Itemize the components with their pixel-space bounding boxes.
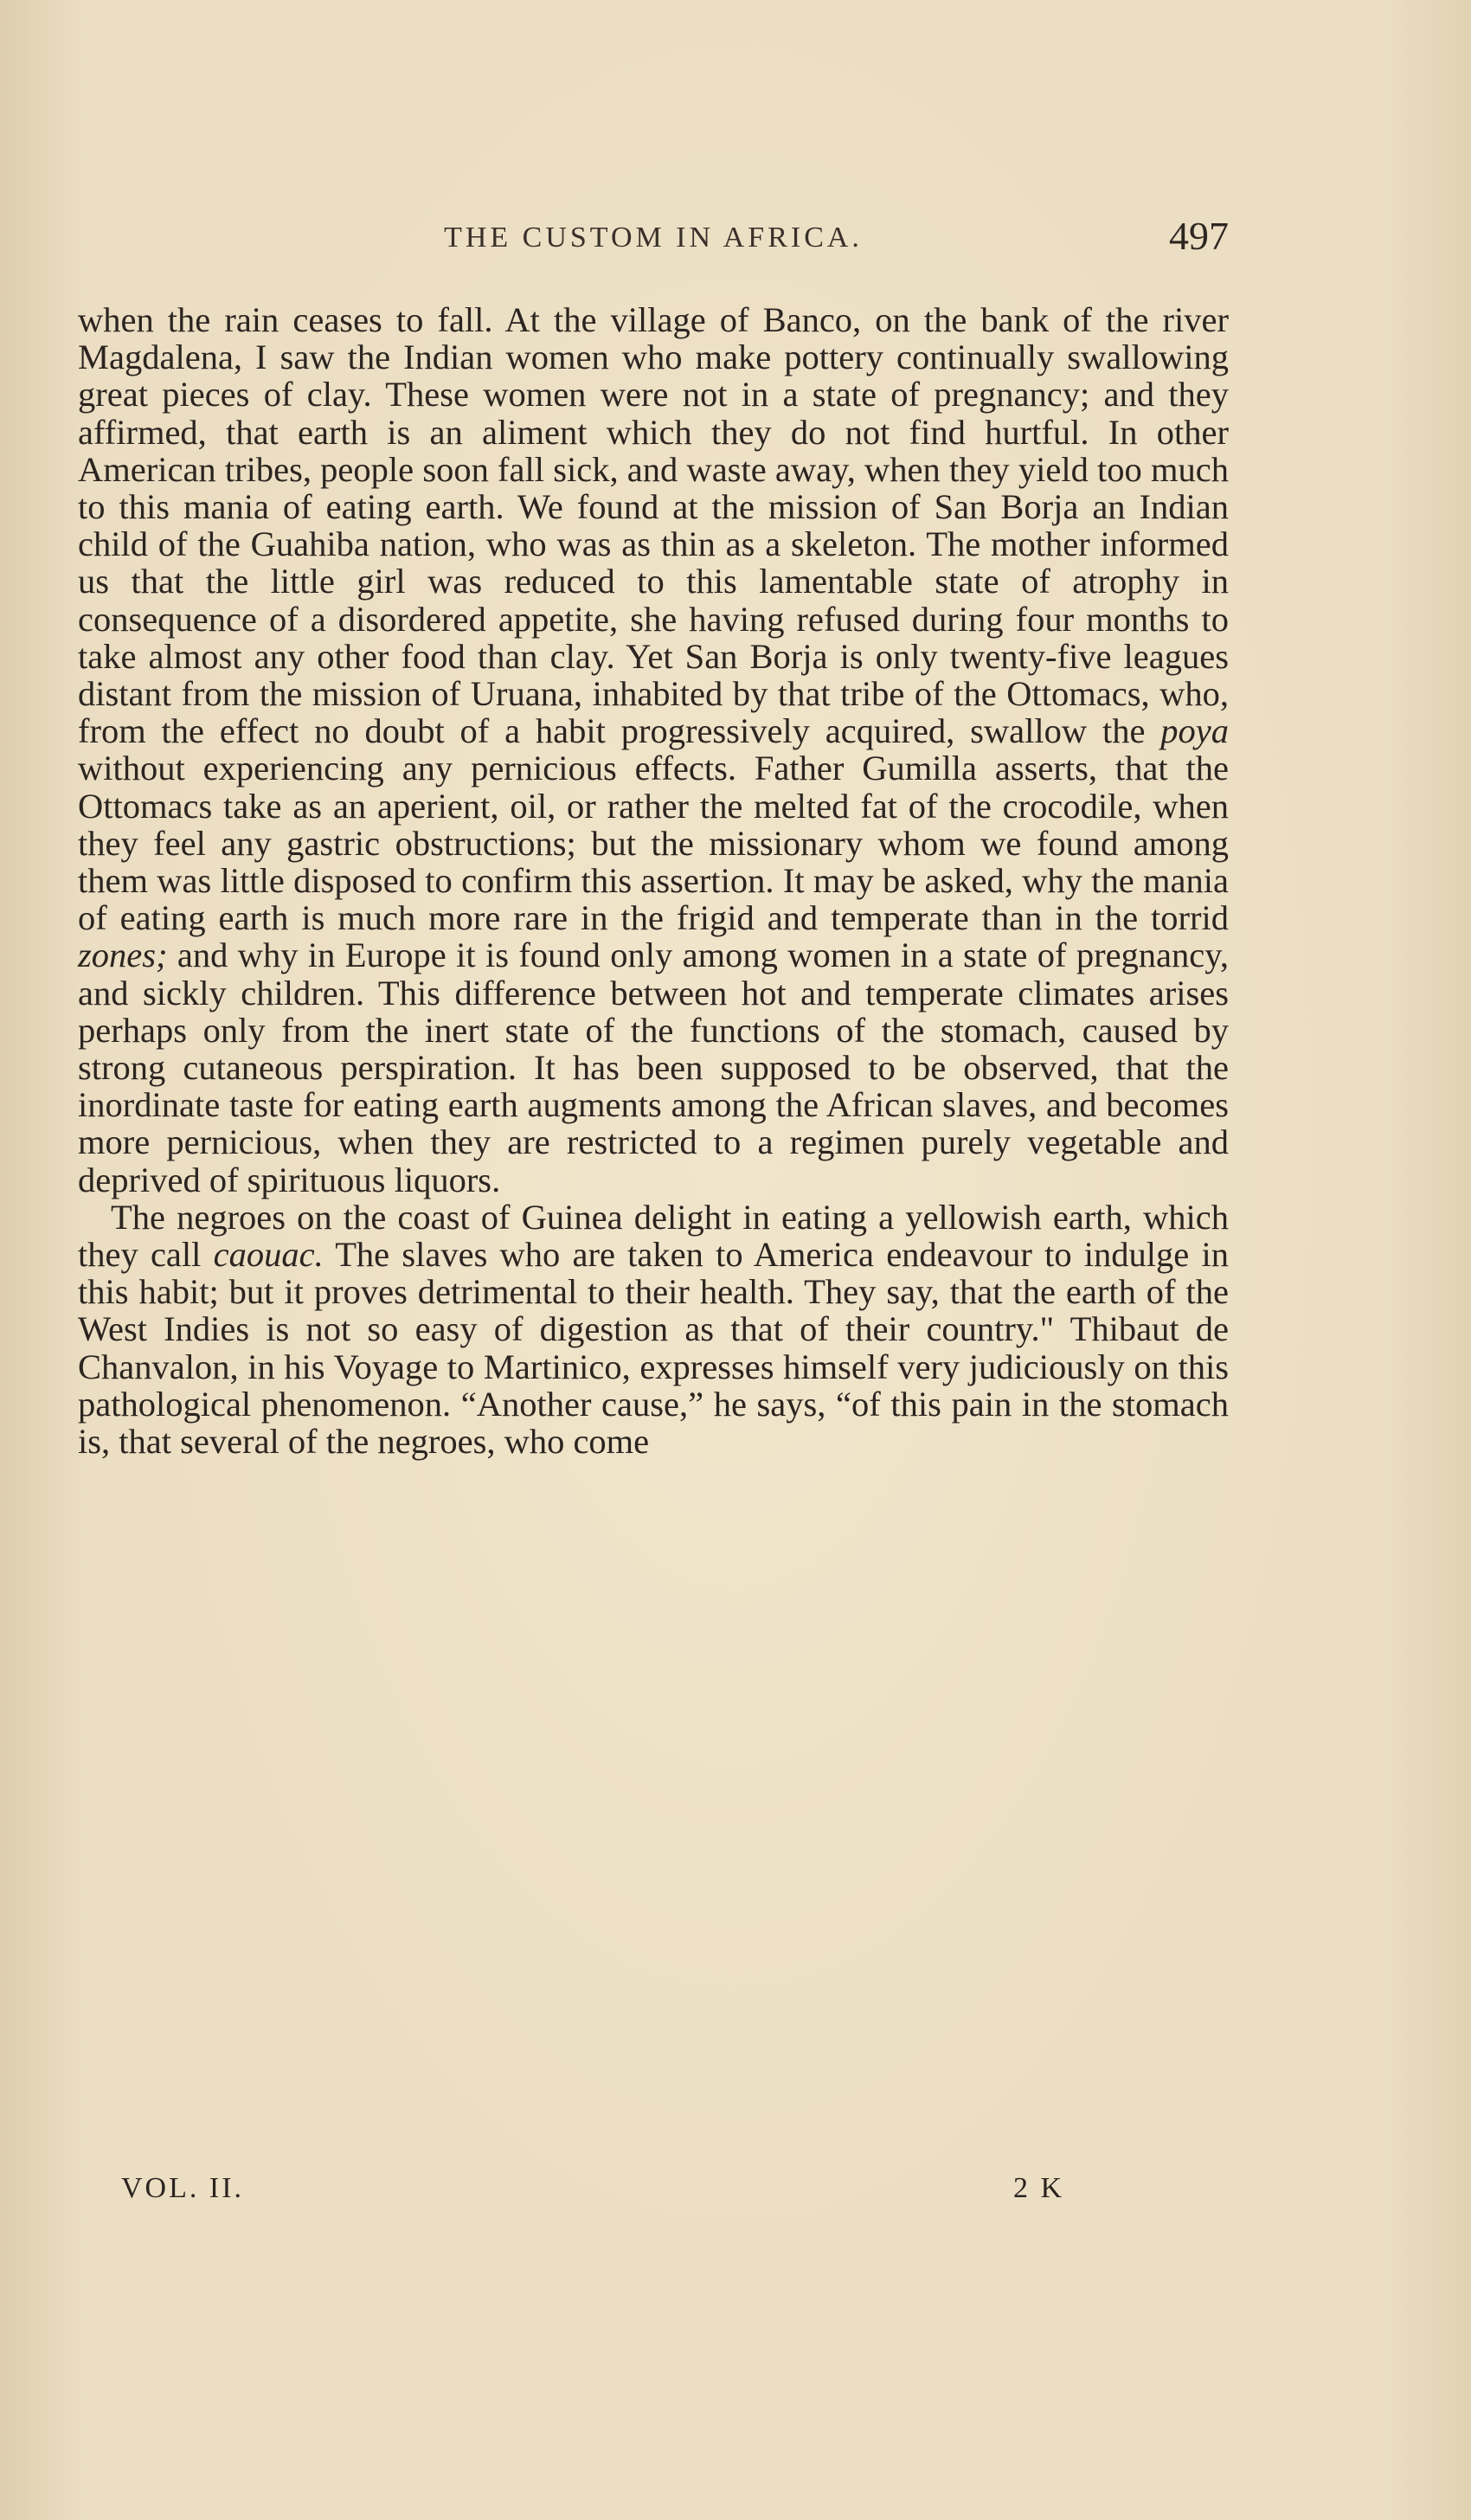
paragraph-1-continued: without experiencing any pernicious effects. Father Gumilla asserts, that the Ottomacs take as an aperient, oil, or rather the melted fat of the crocodile, when they feel any gastric obstructions; but the missionary whom we found among them was little disposed to confirm this assertion. It may be asked, why the mania of eating earth is much more rare in the frigid and temperate than in the torrid (78, 749, 1229, 938)
paragraph-1-text: when the rain ceases to fall. At the village of Banco, on the bank of the river Magdalena, I saw the Indian women who make pottery continually swallowing great pieces of clay. These women were not in a state of pregnancy; and they affirmed, that earth is an aliment which they do not find hurtful. In other American tribes, people soon fall sick, and waste away, when they yield too much to this mania of eating earth. We found at the mission of San Borja an Indian child of the Guahiba nation, who was as thin as a skeleton. The mother informed us that the little girl was reduced to this lamentable state of atrophy in consequence of a disordered appetite, she having refused during four months to take almost any other food than clay. Yet San Borja is only twenty-five leagues distant from the mission of Uruana, inhabited by that tribe of the Ottomacs, who, from the effect no doubt of a habit progressively acquired, swallow the (78, 300, 1229, 751)
signature-mark: 2 K (1012, 2172, 1064, 2204)
paragraph-2-rest: The slaves who are taken to America endeavour to indulge in this habit; but it proves detrimental to their health. They say, that the earth of the West Indies is not so easy of digestion as that of their country." Thibaut de Chanvalon, in his Voyage to Martinico, expresses himself very judiciously on this pathological phenomenon. “Another cause,” he says, “of this pain in the stomach is, that several of the negroes, who come (78, 1235, 1229, 1462)
body-text (78, 301, 1229, 1460)
page-number: 497 (1169, 214, 1229, 258)
running-title: THE CUSTOM IN AFRICA. (444, 222, 863, 254)
term-zones: zones; (78, 935, 168, 975)
running-head (78, 213, 1229, 265)
term-caouac: caouac. (213, 1235, 324, 1275)
paragraph-2-start: The negroes on the coast of Guinea delight in eating a yellowish earth, which they call (78, 1197, 1229, 1275)
term-poya: poya (1160, 711, 1230, 751)
paragraph-2 (78, 1199, 1229, 1460)
paragraph-1 (78, 301, 1229, 1199)
page-footer (121, 2172, 1064, 2215)
volume-label: VOL. II. (121, 2172, 245, 2204)
paragraph-1-end: and why in Europe it is found only among women in a state of pregnancy, and sickly children. This difference between hot and temperate climates arises perhaps only from the inert state of the functions of the stomach, caused by strong cutaneous perspiration. It has been supposed to be observed, that the inordinate taste for eating earth augments among the African slaves, and becomes more pernicious, when they are restricted to a regimen purely vegetable and deprived of spirituous liquors. (78, 935, 1230, 1199)
